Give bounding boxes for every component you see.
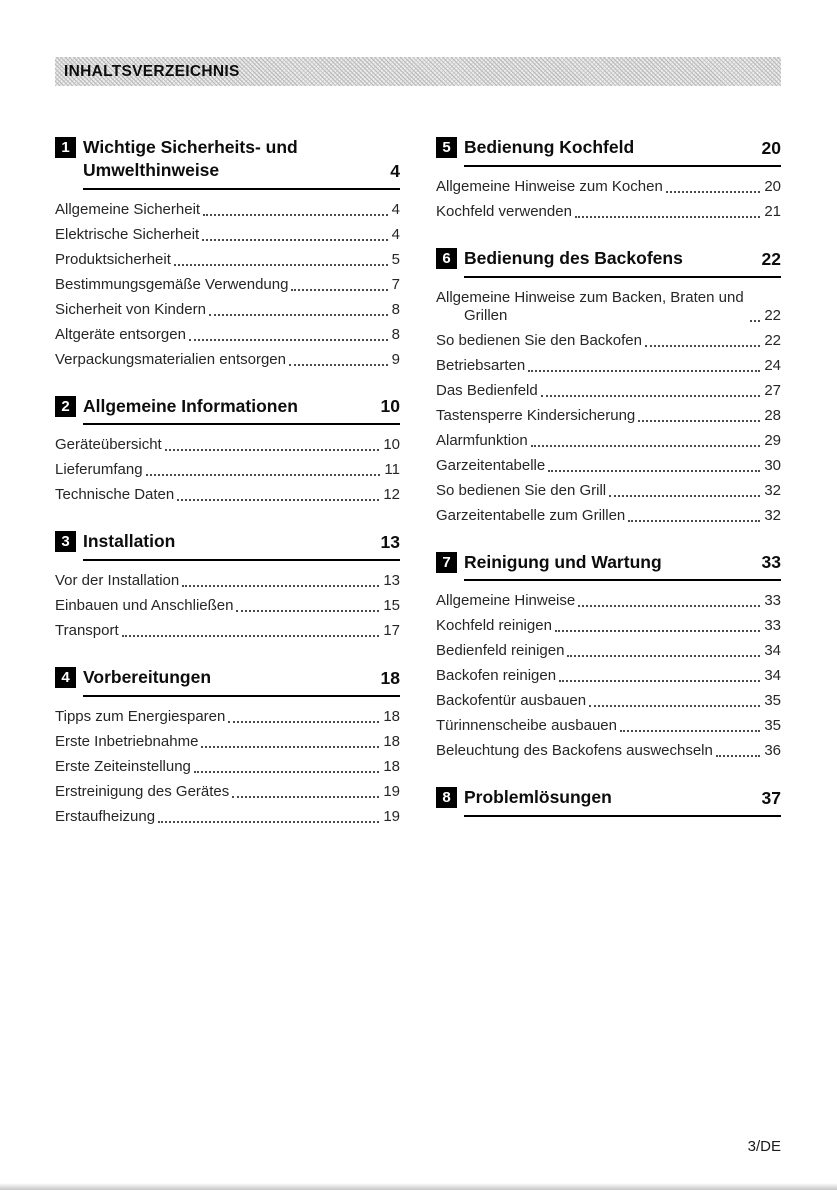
section-heading-body: [83, 395, 400, 426]
toc-entry-label: Elektrische Sicherheit: [55, 225, 200, 243]
dot-leader: [716, 755, 760, 757]
toc-entry: [55, 351, 400, 369]
section-title: Installation: [83, 531, 176, 552]
toc-section: [436, 247, 781, 525]
section-page-number: 37: [761, 788, 781, 808]
toc-entry-page: 35: [764, 692, 781, 710]
dot-leader: [609, 495, 760, 497]
dot-leader: [289, 364, 388, 366]
toc-entry: [55, 733, 400, 751]
dot-leader: [146, 474, 381, 476]
dot-leader: [531, 445, 761, 447]
toc-entry: [55, 301, 400, 319]
toc-entry: [55, 622, 400, 640]
dot-leader: [203, 214, 388, 216]
toc-entry-label: Technische Daten: [55, 486, 175, 504]
toc-entry-label: Bestimmungsgemäße Verwendung: [55, 275, 289, 293]
toc-entry-label: Tipps zum Energiesparen: [55, 707, 226, 725]
dot-leader: [638, 420, 760, 422]
toc-entry: [436, 742, 781, 760]
section-number-badge: 6: [436, 248, 457, 269]
dot-leader: [228, 721, 379, 723]
toc-entry-page: 8: [391, 325, 400, 343]
toc-entry: [436, 178, 781, 196]
dot-leader: [189, 339, 388, 341]
toc-entry: [436, 692, 781, 710]
dot-leader: [182, 585, 379, 587]
toc-entry-label: So bedienen Sie den Backofen: [436, 331, 642, 349]
section-title: Problemlösungen: [464, 787, 612, 808]
toc-entry-label: Allgemeine Sicherheit: [55, 200, 201, 218]
dot-leader: [575, 216, 760, 218]
toc-entry-label: Das Bedienfeld: [436, 381, 538, 399]
dot-leader: [165, 449, 380, 451]
toc-entry-label: Kochfeld verwenden: [436, 202, 572, 220]
toc-entry: [436, 289, 781, 325]
toc-entry: [55, 251, 400, 269]
section-title: Wichtige Sicherheits- und Umwelthinweise: [83, 137, 298, 180]
table-of-contents: [55, 136, 781, 852]
toc-entry-label: Garzeitentabelle: [436, 456, 546, 474]
section-title: Reinigung und Wartung: [464, 551, 662, 572]
toc-entry-page: 5: [391, 250, 400, 268]
toc-entry-label: Transport: [55, 622, 119, 639]
section-page-number: 13: [380, 532, 400, 552]
toc-entry-label: Geräteübersicht: [55, 436, 162, 454]
section-page-number: 10: [380, 396, 400, 417]
section-heading-body: [464, 551, 781, 582]
section-heading-body: [464, 136, 781, 167]
section-title: Bedienung Kochfeld: [464, 137, 635, 157]
toc-entry: [436, 332, 781, 350]
section-heading: [436, 247, 781, 278]
toc-entry-page: 4: [391, 225, 400, 243]
toc-entry-page: 22: [764, 306, 781, 324]
toc-entry-page: 32: [764, 481, 781, 499]
section-heading-body: [464, 786, 781, 817]
toc-section: [55, 666, 400, 826]
toc-entry-label: Alarmfunktion: [436, 431, 528, 449]
dot-leader: [236, 610, 379, 612]
section-heading: [55, 666, 400, 697]
section-page-number: 20: [761, 137, 781, 158]
toc-entry-label: Kochfeld reinigen: [436, 617, 552, 635]
toc-entry-page: 17: [383, 622, 400, 639]
dot-leader: [578, 605, 760, 607]
toc-entry: [436, 482, 781, 500]
toc-entry: [436, 357, 781, 375]
toc-entry: [55, 808, 400, 826]
toc-entry-label: Altgeräte entsorgen: [55, 325, 186, 343]
toc-entry-page: 10: [383, 436, 400, 454]
toc-entry-page: 18: [383, 732, 400, 750]
toc-entry-label: Türinnenscheibe ausbauen: [436, 717, 617, 735]
toc-section: [55, 136, 400, 369]
toc-entry: [55, 597, 400, 615]
toc-entry-page: 8: [391, 300, 400, 318]
toc-entry-label: Verpackungsmaterialien entsorgen: [55, 350, 286, 368]
section-number-badge: 3: [55, 531, 76, 552]
section-title: Allgemeine Informationen: [83, 395, 298, 416]
toc-section: [436, 551, 781, 761]
toc-entry-label: So bedienen Sie den Grill: [436, 481, 607, 499]
toc-entry: [55, 486, 400, 504]
toc-entry-label: Allgemeine Hinweise zum Kochen: [436, 177, 663, 195]
section-heading: [436, 551, 781, 582]
toc-entry: [55, 758, 400, 776]
section-heading: [55, 530, 400, 561]
toc-entry-label: Einbauen und Anschließen: [55, 597, 234, 614]
toc-entry-label: Betriebsarten: [436, 356, 526, 374]
toc-entry-label: Allgemeine Hinweise zum Backen, Braten und Grillen: [436, 288, 744, 324]
section-number-badge: 7: [436, 552, 457, 573]
toc-section: [55, 395, 400, 505]
toc-entry-page: 7: [391, 275, 400, 293]
section-heading: [436, 136, 781, 167]
toc-column-right: [436, 136, 781, 852]
toc-entry: [436, 407, 781, 425]
toc-entry-page: 11: [384, 461, 400, 479]
toc-entry: [436, 717, 781, 735]
toc-column-left: [55, 136, 400, 852]
toc-entry: [436, 642, 781, 660]
section-number-badge: 4: [55, 667, 76, 688]
toc-entry-page: 13: [383, 572, 400, 589]
dot-leader: [202, 239, 387, 241]
toc-entry-label: Vor der Installation: [55, 572, 180, 589]
dot-leader: [194, 771, 379, 773]
page-number-footer: 3/DE: [747, 1138, 781, 1155]
section-heading-body: [464, 247, 781, 278]
section-number-badge: 2: [55, 396, 76, 417]
toc-entry-page: 33: [764, 617, 781, 635]
toc-section: [55, 530, 400, 640]
toc-entry: [436, 457, 781, 475]
toc-entry-page: 15: [383, 597, 400, 614]
section-heading: [55, 136, 400, 190]
section-heading: [436, 786, 781, 817]
section-title: Bedienung des Backofens: [464, 247, 683, 268]
toc-entry: [55, 326, 400, 344]
page-header-title: INHALTSVERZEICHNIS: [64, 62, 240, 80]
dot-leader: [201, 746, 379, 748]
toc-entry-label: Erste Inbetriebnahme: [55, 732, 199, 750]
section-page-number: 4: [390, 160, 400, 181]
toc-entry: [55, 201, 400, 219]
toc-entry-page: 34: [764, 667, 781, 685]
toc-entry: [436, 507, 781, 525]
toc-entry: [55, 783, 400, 801]
section-page-number: 33: [761, 552, 781, 573]
dot-leader: [750, 320, 760, 322]
toc-entry: [436, 667, 781, 685]
toc-entry: [436, 382, 781, 400]
toc-entry-page: 27: [764, 381, 781, 399]
dot-leader: [232, 796, 379, 798]
section-number-badge: 5: [436, 137, 457, 158]
section-number-badge: 1: [55, 137, 76, 158]
toc-entry-page: 33: [764, 592, 781, 610]
toc-section: [436, 136, 781, 221]
toc-entry-label: Lieferumfang: [55, 461, 143, 479]
toc-entry-label: Erstaufheizung: [55, 807, 156, 825]
toc-entry-page: 35: [764, 717, 781, 735]
toc-entry-page: 30: [764, 456, 781, 474]
dot-leader: [528, 370, 760, 372]
section-page-number: 18: [380, 667, 400, 688]
toc-entry-page: 20: [764, 177, 781, 195]
section-heading: [55, 395, 400, 426]
dot-leader: [177, 499, 379, 501]
dot-leader: [174, 264, 388, 266]
toc-entry-page: 32: [764, 506, 781, 524]
toc-entry-page: 9: [391, 350, 400, 368]
section-number-badge: 8: [436, 787, 457, 808]
toc-entry-label: Backofentür ausbauen: [436, 692, 587, 710]
toc-entry-label: Erstreinigung des Gerätes: [55, 782, 230, 800]
toc-entry-page: 36: [764, 742, 781, 760]
dot-leader: [541, 395, 761, 397]
toc-entry: [436, 617, 781, 635]
toc-entry-label: Allgemeine Hinweise: [436, 592, 576, 610]
toc-section: [436, 786, 781, 817]
dot-leader: [666, 191, 761, 193]
toc-entry: [55, 436, 400, 454]
toc-entry-page: 28: [764, 406, 781, 424]
toc-entry-page: 24: [764, 356, 781, 374]
toc-entry-label: Garzeitentabelle zum Grillen: [436, 506, 626, 524]
section-page-number: 22: [761, 248, 781, 269]
dot-leader: [620, 730, 760, 732]
section-title: Vorbereitungen: [83, 667, 212, 687]
toc-entry-label: Produktsicherheit: [55, 250, 171, 268]
dot-leader: [645, 345, 760, 347]
toc-entry-label: Backofen reinigen: [436, 667, 557, 685]
toc-entry-label: Beleuchtung des Backofens auswechseln: [436, 742, 713, 760]
section-heading-body: [83, 136, 400, 190]
dot-leader: [589, 705, 760, 707]
toc-entry: [55, 572, 400, 590]
dot-leader: [158, 821, 379, 823]
toc-entry: [55, 276, 400, 294]
toc-entry-label: Tastensperre Kindersicherung: [436, 406, 636, 424]
toc-entry-page: 18: [383, 707, 400, 725]
dot-leader: [559, 680, 760, 682]
dot-leader: [628, 520, 760, 522]
section-heading-body: [83, 530, 400, 561]
dot-leader: [548, 470, 760, 472]
dot-leader: [291, 289, 387, 291]
toc-entry-label: Sicherheit von Kindern: [55, 300, 206, 318]
dot-leader: [567, 655, 760, 657]
dot-leader: [122, 635, 380, 637]
toc-entry-label: Erste Zeiteinstellung: [55, 757, 191, 775]
toc-entry: [436, 592, 781, 610]
toc-entry: [436, 203, 781, 221]
toc-entry-page: 34: [764, 642, 781, 660]
toc-entry-page: 12: [383, 486, 400, 504]
toc-entry-page: 4: [391, 200, 400, 218]
toc-entry: [55, 226, 400, 244]
toc-entry-page: 19: [383, 782, 400, 800]
dot-leader: [209, 314, 388, 316]
header-bar: [55, 57, 781, 86]
toc-entry-page: 19: [383, 807, 400, 825]
toc-entry-label: Bedienfeld reinigen: [436, 642, 565, 660]
toc-entry-page: 29: [764, 431, 781, 449]
toc-entry: [436, 432, 781, 450]
toc-entry-page: 18: [383, 757, 400, 775]
toc-entry-page: 22: [764, 331, 781, 349]
section-heading-body: [83, 666, 400, 697]
toc-entry: [55, 708, 400, 726]
toc-entry-page: 21: [764, 202, 781, 220]
dot-leader: [555, 630, 760, 632]
toc-entry: [55, 461, 400, 479]
